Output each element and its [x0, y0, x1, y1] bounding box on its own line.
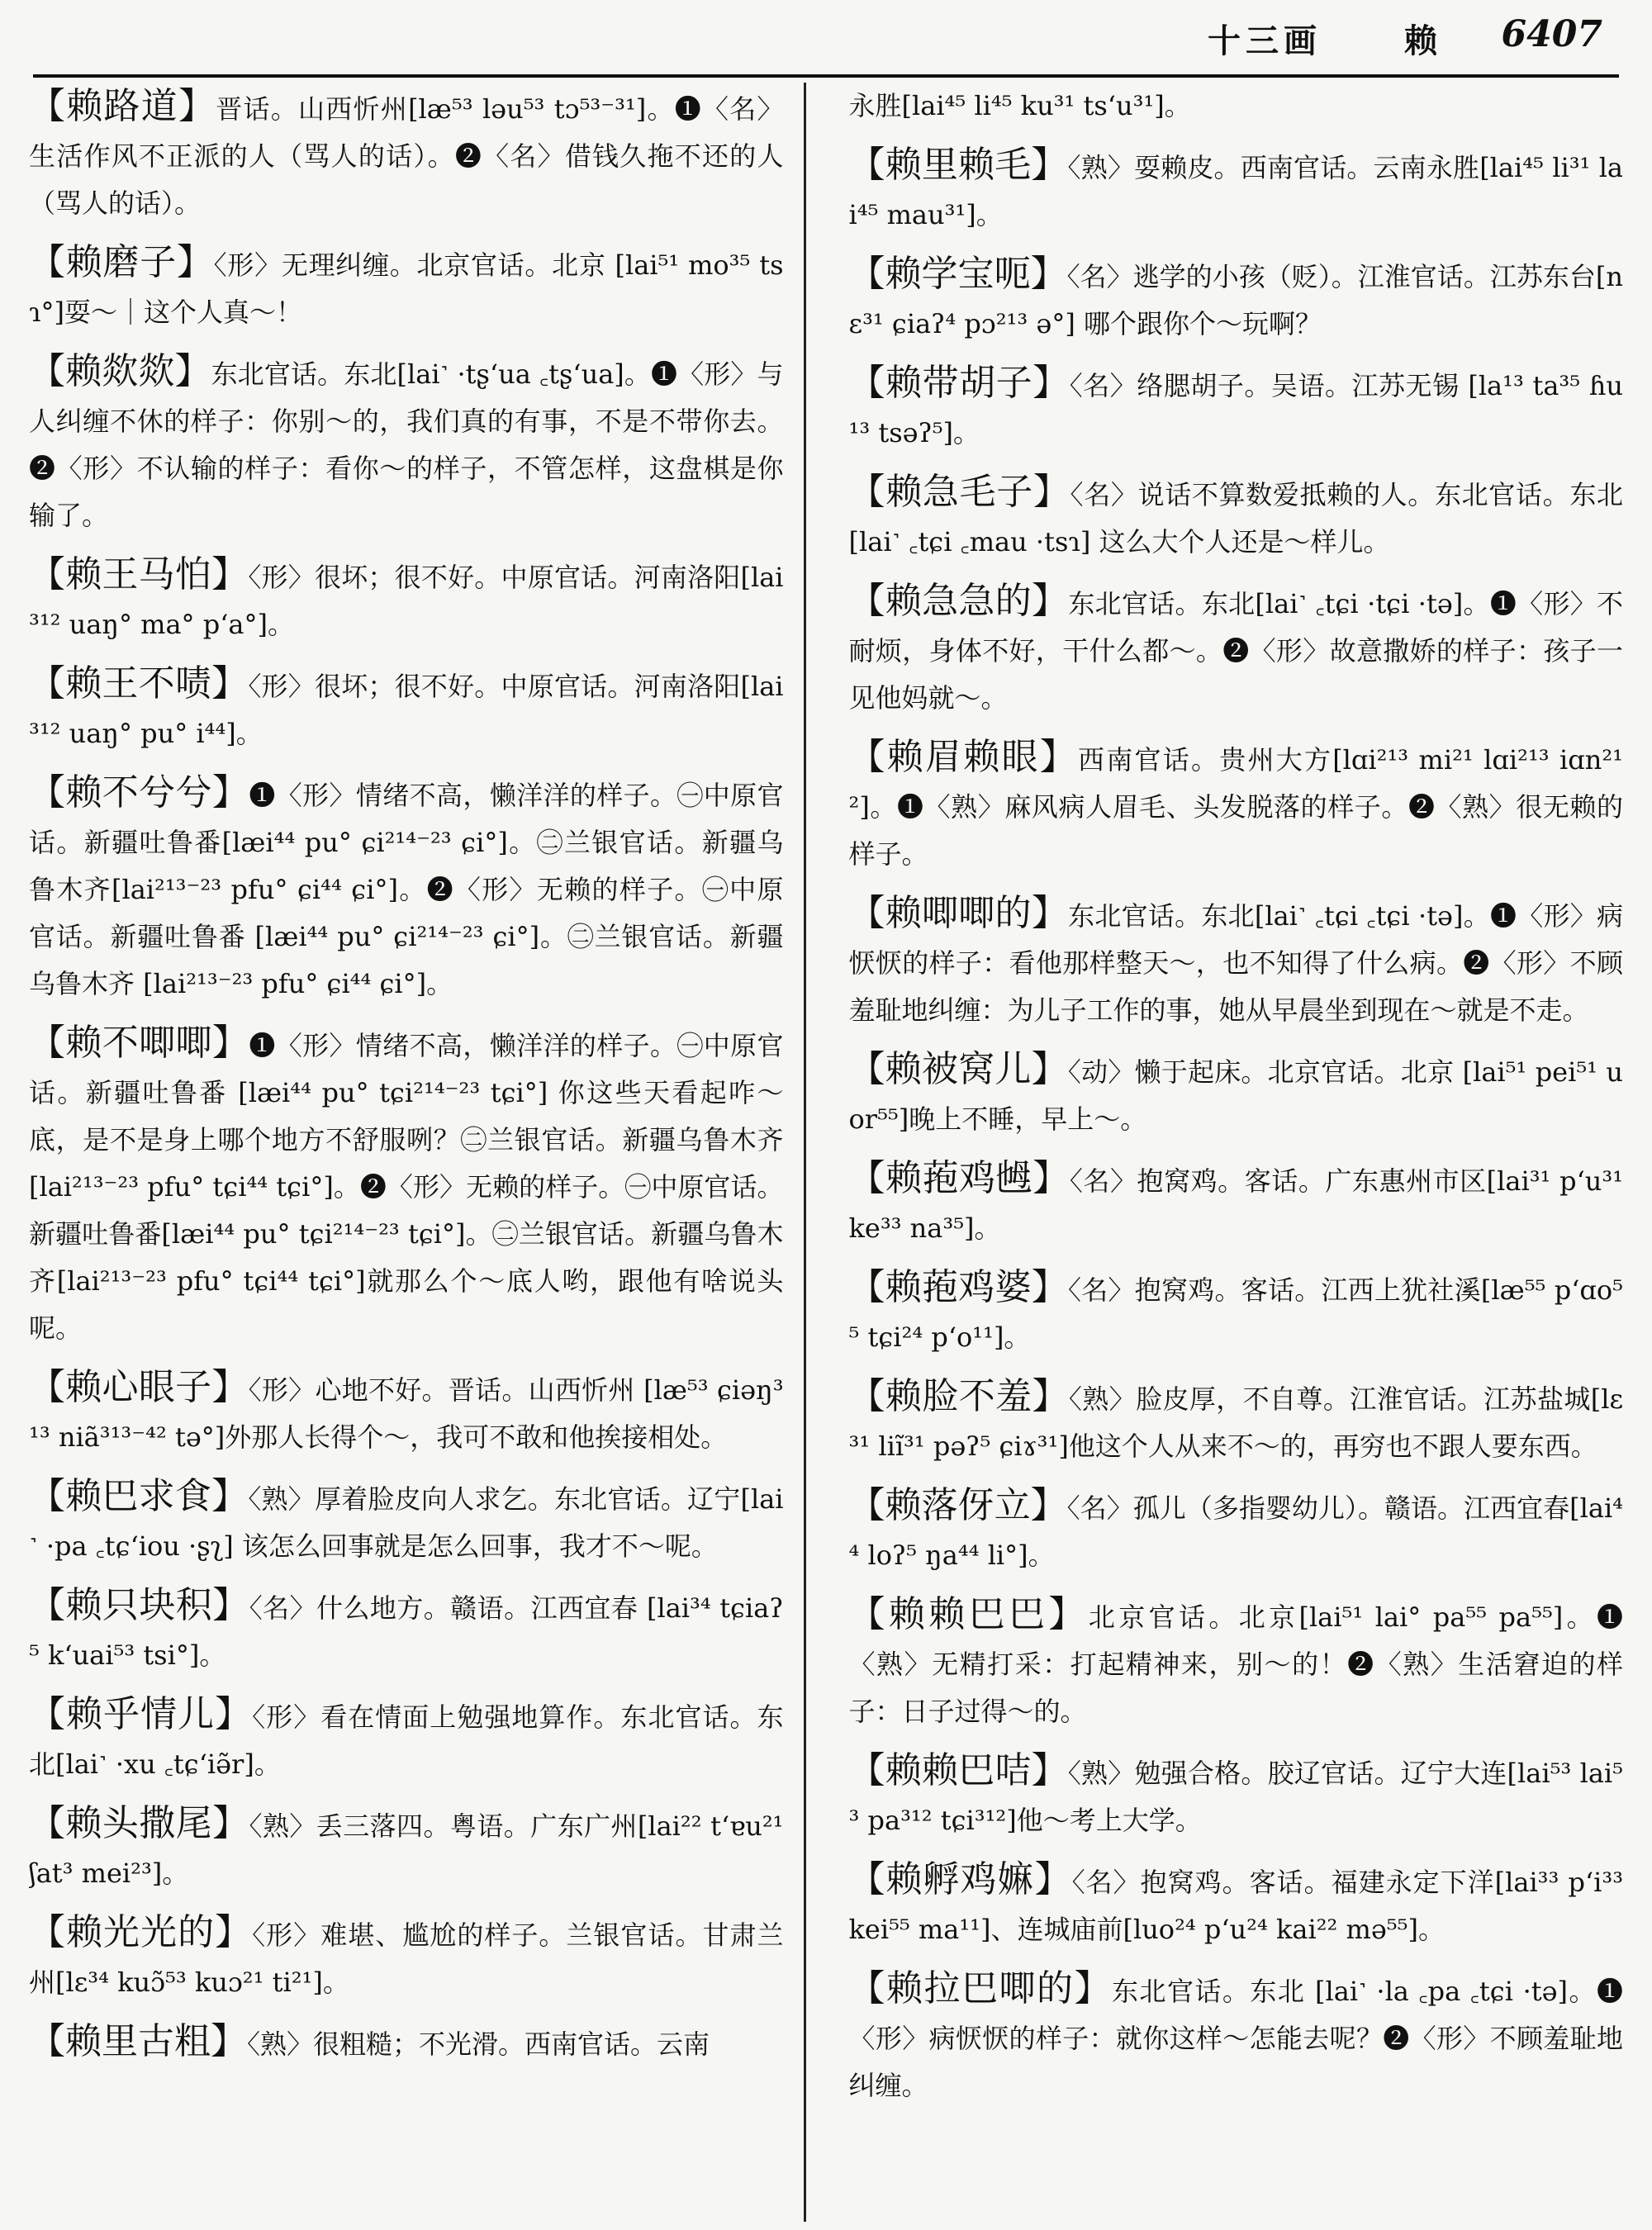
dictionary-entry [29, 83, 784, 227]
entry-definition: 〈名〉抱窝鸡。客话。广东惠州市区[lai³¹ pʻu³¹ ke³³ na³⁵]。 [848, 1165, 1623, 1244]
section-title: 十三画 [1208, 21, 1322, 60]
bracket-open: 【 [848, 471, 886, 513]
bracket-open: 【 [29, 1584, 66, 1626]
entry-definition: 〈熟〉脸皮厚，不自尊。江淮官话。江苏盐城[lɛ³¹ liĩ³¹ pəʔ⁵ ɕiɤ³¹]他这个人从来不～的，再穷也不跟人要东西。 [848, 1383, 1623, 1462]
bracket-open: 【 [29, 1366, 66, 1408]
entry-headword: 赖落伢立 [885, 1484, 1031, 1526]
entry-headword: 赖不唧唧 [65, 1022, 212, 1064]
bracket-open: 【 [848, 1484, 885, 1526]
entry-definition: 〈名〉抱窝鸡。客话。江西上犹社溪[læ⁵⁵ pʻɑo⁵⁵ tɕi²⁴ pʻo¹¹]。 [848, 1274, 1623, 1353]
right-column [849, 83, 1623, 2222]
entry-headword: 赖路道 [66, 85, 179, 127]
entry-definition: 〈名〉孤儿（多指婴幼儿）。赣语。江西宜春[lai⁴⁴ loʔ⁵ ŋa⁴⁴ li°]。 [848, 1492, 1623, 1571]
entry-definition: 晋话。山西忻州[læ⁵³ ləu⁵³ tɔ⁵³⁻³¹]。❶〈名〉生活作风不正派的人（骂人的话）。❷〈名〉借钱久拖不还的人（骂人的话）。 [29, 93, 784, 219]
entry-definition: ❶〈形〉情绪不高，懒洋洋的样子。㊀中原官话。新疆吐鲁番[læi⁴⁴ pu° ɕi²¹⁴⁻²³ ɕi°]。㊁兰银官话。新疆乌鲁木齐[lai²¹³⁻²³ pfu° ɕi⁴⁴ ɕi°]。❷〈形〉无赖的样子。㊀中原官话。新疆吐鲁番 [læi⁴⁴ pu° ɕi²¹⁴⁻²³ ɕi°]。㊁兰银官话。新疆乌鲁木齐 [lai²¹³⁻²³ pfu° ɕi⁴⁴ ɕi°]。 [29, 780, 784, 999]
bracket-open: 【 [848, 1375, 885, 1417]
entry-headword: 赖王不啧 [65, 662, 212, 705]
entry-headword: 赖脸不羞 [885, 1375, 1032, 1417]
entry-headword: 赖欻欻 [65, 350, 175, 392]
bracket-close: 】 [211, 1366, 249, 1408]
bracket-open: 【 [848, 253, 885, 295]
bracket-close: 】 [215, 1693, 253, 1735]
bracket-open: 【 [848, 1858, 886, 1900]
entry-headword: 赖唧唧的 [885, 892, 1032, 934]
entry-headword: 赖不兮兮 [65, 771, 212, 814]
entry-definition: 东北官话。东北[lai˺ ꜀tɕi ꜀tɕi ·tə]。❶〈形〉病恹恹的样子：看他那样整天～，也不知得了什么病。❷〈形〉不顾羞耻地纠缠：为儿子工作的事，她从早晨坐到现在～就是不走。 [848, 900, 1623, 1026]
bracket-close: 】 [176, 241, 214, 283]
dictionary-entry [849, 1747, 1623, 1844]
dictionary-entry [29, 348, 784, 539]
entry-headword: 赖赖巴咭 [885, 1749, 1032, 1791]
bracket-close: 】 [1032, 1375, 1069, 1417]
page-header [33, 0, 1619, 78]
bracket-open: 【 [848, 1749, 885, 1791]
entry-definition: 〈熟〉厚着脸皮向人求乞。东北官话。辽宁[lai˺ ·pa ꜀tɕʻiou ·ʂʅ] 该怎么回事就是怎么回事，我才不～呢。 [29, 1483, 784, 1562]
bracket-close: 】 [211, 662, 249, 705]
dictionary-entry [849, 1965, 1623, 2109]
entry-headword: 赖赖巴巴 [888, 1593, 1049, 1635]
entry-headword: 赖王马怕 [65, 553, 212, 595]
dictionary-entry [849, 141, 1623, 239]
entry-headword: 赖只块积 [65, 1584, 213, 1626]
dictionary-entry [29, 1019, 784, 1352]
entry-definition: 〈形〉心地不好。晋话。山西忻州 [læ⁵³ ɕiəŋ³¹³ niã³¹³⁻⁴² tə°]外那人长得个～，我可不敢和他挨接相处。 [29, 1374, 784, 1453]
entry-definition: 〈形〉很坏；很不好。中原官话。河南洛阳[lai³¹² uaŋ° pu° i⁴⁴]。 [29, 671, 784, 749]
dictionary-entry [849, 577, 1623, 722]
bracket-open: 【 [848, 1266, 885, 1308]
entry-headword: 赖菢鸡婆 [885, 1266, 1032, 1308]
bracket-open: 【 [29, 1693, 67, 1735]
bracket-open: 【 [848, 1593, 889, 1635]
entry-headword: 赖急急的 [885, 580, 1032, 622]
bracket-close: 】 [1031, 144, 1068, 186]
entry-definition: 〈名〉什么地方。赣语。江西宜春 [lai³⁴ tɕiaʔ⁵ kʻuai⁵³ tsi°]。 [29, 1592, 784, 1671]
dictionary-entry [849, 1856, 1623, 1953]
entry-definition: 〈名〉抱窝鸡。客话。福建永定下洋[lai³³ pʻi³³ kei⁵⁵ ma¹¹]、连城庙前[luo²⁴ pʻu²⁴ kai²² mə⁵⁵]。 [848, 1867, 1623, 1945]
bracket-open: 【 [29, 241, 66, 283]
dictionary-entry [29, 1909, 784, 2006]
entry-headword: 赖孵鸡嫲 [885, 1858, 1035, 1900]
bracket-open: 【 [848, 580, 885, 622]
bracket-close: 】 [178, 85, 216, 127]
entry-headword: 赖急毛子 [885, 471, 1033, 513]
dictionary-entry [849, 1046, 1623, 1143]
entry-definition: 北京官话。北京[lai⁵¹ lai° pa⁵⁵ pa⁵⁵]。❶〈熟〉无精打采：打起精神来，别～的！❷〈熟〉生活窘迫的样子：日子过得～的。 [848, 1601, 1623, 1727]
dictionary-entry [29, 660, 784, 757]
entry-definition: 〈名〉说话不算数爱抵赖的人。东北官话。东北[lai˺ ꜀tɕi ꜀mau ·tsɿ] 这么大个人还是～样儿。 [848, 479, 1623, 558]
bracket-close: 】 [174, 350, 211, 392]
entry-definition: 〈名〉逃学的小孩（贬）。江淮官话。江苏东台[nɛ³¹ ɕiaʔ⁴ pɔ²¹³ ə°] 哪个跟你个～玩啊？ [848, 261, 1623, 339]
bracket-open: 【 [29, 2020, 65, 2062]
bracket-close: 】 [1032, 471, 1070, 513]
entry-definition: 〈动〉懒于起床。北京官话。北京 [lai⁵¹ pei⁵¹ uor⁵⁵]晚上不睡，早上～。 [848, 1056, 1623, 1135]
bracket-close: 】 [1031, 1048, 1068, 1090]
bracket-close: 】 [211, 2020, 247, 2062]
bracket-close: 】 [1030, 1484, 1067, 1526]
dictionary-entry [849, 1155, 1623, 1252]
bracket-open: 【 [29, 350, 66, 392]
entry-headword: 赖心眼子 [65, 1366, 212, 1408]
bracket-close: 】 [1048, 1593, 1089, 1635]
bracket-close: 】 [1032, 580, 1069, 622]
bracket-close: 】 [1034, 1858, 1072, 1900]
dictionary-entry [29, 2018, 784, 2068]
bracket-close: 】 [212, 1584, 249, 1626]
entry-definition: 永胜[lai⁴⁵ li⁴⁵ ku³¹ tsʻu³¹]。 [848, 90, 1191, 121]
bracket-close: 】 [211, 1022, 249, 1064]
bracket-open: 【 [29, 85, 67, 127]
bracket-close: 】 [1030, 253, 1067, 295]
dictionary-entry [849, 890, 1623, 1034]
entry-headword: 赖磨子 [65, 241, 177, 283]
entry-definition: 〈形〉看在情面上勉强地算作。东北官话。东北[lai˺ ·xu ꜀tɕʻiə̃r]。 [29, 1701, 784, 1780]
dictionary-entry [29, 1691, 784, 1788]
bracket-close: 】 [212, 1802, 249, 1844]
entry-definition: 〈熟〉勉强合格。胶辽官话。辽宁大连[lai⁵³ lai⁵³ pa³¹² tɕi³¹²]他～考上大学。 [848, 1758, 1623, 1836]
bracket-open: 【 [29, 1802, 66, 1844]
entry-headword: 赖带胡子 [885, 362, 1033, 404]
dictionary-entry [849, 733, 1623, 878]
entry-headword: 赖里古粗 [65, 2020, 211, 2062]
entry-definition: 〈形〉很坏；很不好。中原官话。河南洛阳[lai³¹² uaŋ° ma° pʻa°]。 [29, 562, 784, 640]
bracket-close: 】 [215, 1911, 253, 1953]
entry-headword: 赖眉赖眼 [886, 736, 1040, 778]
bracket-close: 】 [1031, 1266, 1068, 1308]
dictionary-entry [29, 239, 784, 336]
entry-headword: 赖菢鸡乸 [885, 1157, 1033, 1199]
entry-definition: 〈熟〉丢三落四。粤语。广东广州[lai²² tʻɐu²¹ ʃat³ mei²³]。 [29, 1810, 784, 1889]
bracket-open: 【 [29, 771, 66, 814]
bracket-close: 】 [211, 771, 249, 814]
bracket-close: 】 [1039, 736, 1078, 778]
entry-definition: 〈熟〉很粗糙；不光滑。西南官话。云南 [247, 2028, 710, 2060]
entry-headword: 赖巴求食 [65, 1475, 212, 1517]
entry-headword: 赖里赖毛 [885, 144, 1032, 186]
entry-definition: ❶〈形〉情绪不高，懒洋洋的样子。㊀中原官话。新疆吐鲁番 [læi⁴⁴ pu° tɕi²¹⁴⁻²³ tɕi°] 你这些天看起咋～底，是不是身上哪个地方不舒服咧？㊁兰银官话。新疆乌鲁木齐[lai²¹³⁻²³ pfu° tɕi⁴⁴ tɕi°]。❷〈形〉无赖的样子。㊀中原官话。新疆吐鲁番[læi⁴⁴ pu° tɕi²¹⁴⁻²³ tɕi°]。㊁兰银官话。新疆乌鲁木齐[lai²¹³⁻²³ pfu° tɕi⁴⁴ tɕi°]就那么个～底人哟，跟他有啥说头呢。 [29, 1030, 784, 1344]
bracket-open: 【 [29, 553, 66, 595]
bracket-open: 【 [29, 1475, 66, 1517]
dictionary-entry [849, 1264, 1623, 1361]
entry-definition: 〈形〉无理纠缠。北京官话。北京 [lai⁵¹ mo³⁵ tsɿ°]耍～｜这个人真～！ [29, 249, 784, 328]
entry-definition: 西南官话。贵州大方[lɑi²¹³ mi²¹ lɑi²¹³ iɑn²¹²]。❶〈熟〉麻风病人眉毛、头发脱落的样子。❷〈熟〉很无赖的样子。 [848, 744, 1623, 870]
bracket-open: 【 [29, 1022, 66, 1064]
bracket-close: 】 [1031, 1749, 1068, 1791]
entry-definition: 东北官话。东北 [lai˺ ·la ꜀pa ꜀tɕi ·tə]。❶〈形〉病恹恹的样子：就你这样～怎能去呢？❷〈形〉不顾羞耻地纠缠。 [848, 1976, 1623, 2101]
bracket-open: 【 [848, 736, 887, 778]
bracket-close: 】 [211, 553, 249, 595]
bracket-open: 【 [848, 362, 886, 404]
entry-headword: 赖学宝呃 [885, 253, 1031, 295]
entry-definition: 〈形〉难堪、尴尬的样子。兰银官话。甘肃兰州[lɛ³⁴ kuɔ̃⁵³ kuɔ²¹ ti²¹]。 [29, 1919, 784, 1998]
dictionary-entry [849, 359, 1623, 457]
entry-definition: 东北官话。东北[lai˺ ꜀tɕi ·tɕi ·tə]。❶〈形〉不耐烦，身体不好，干什么都～。❷〈形〉故意撒娇的样子：孩子一见他妈就～。 [848, 588, 1623, 714]
dictionary-entry [849, 468, 1623, 566]
bracket-close: 】 [1074, 1967, 1112, 2009]
entry-definition: 〈名〉络腮胡子。吴语。江苏无锡 [la¹³ ta³⁵ ɦu¹³ tsəʔ⁵]。 [848, 370, 1623, 448]
bracket-open: 【 [848, 892, 885, 934]
dictionary-entry [29, 1582, 784, 1679]
entry-headword: 赖光光的 [66, 1911, 216, 1953]
dictionary-entry [29, 1364, 784, 1461]
dictionary-entry [29, 551, 784, 648]
dictionary-entry [849, 1482, 1623, 1579]
entry-definition: 东北官话。东北[lai˺ ·tʂʻua ꜀tʂʻua]。❶〈形〉与人纠缠不休的样子：你别～的，我们真的有事，不是不带你去。❷〈形〉不认输的样子：看你～的样子，不管怎样，这盘棋是你输了。 [29, 358, 784, 531]
bracket-close: 】 [1031, 892, 1069, 934]
left-column [29, 83, 806, 2222]
entry-definition: 〈熟〉耍赖皮。西南官话。云南永胜[lai⁴⁵ li³¹ lai⁴⁵ mau³¹]。 [848, 152, 1623, 230]
bracket-open: 【 [29, 662, 66, 705]
bracket-open: 【 [848, 1048, 885, 1090]
bracket-close: 】 [211, 1475, 249, 1517]
dictionary-entry [849, 83, 1623, 130]
header-char: 赖 [1404, 21, 1437, 60]
dictionary-entry [29, 1473, 784, 1570]
bracket-close: 】 [1032, 362, 1070, 404]
dictionary-entry [849, 250, 1623, 348]
dictionary-entry [29, 1800, 784, 1897]
bracket-open: 【 [848, 1157, 886, 1199]
bracket-open: 【 [29, 1911, 67, 1953]
entry-headword: 赖头撒尾 [65, 1802, 213, 1844]
bracket-close: 】 [1032, 1157, 1070, 1199]
bracket-open: 【 [848, 144, 885, 186]
entry-headword: 赖被窝儿 [885, 1048, 1032, 1090]
entry-headword: 赖拉巴唧的 [886, 1967, 1075, 2009]
page-number: 6407 [1501, 13, 1602, 55]
dictionary-entry [849, 1373, 1623, 1470]
dictionary-entry [29, 769, 784, 1008]
entry-headword: 赖乎情儿 [66, 1693, 216, 1735]
dictionary-columns [29, 83, 1623, 2222]
dictionary-entry [849, 1591, 1623, 1735]
bracket-open: 【 [848, 1967, 887, 2009]
